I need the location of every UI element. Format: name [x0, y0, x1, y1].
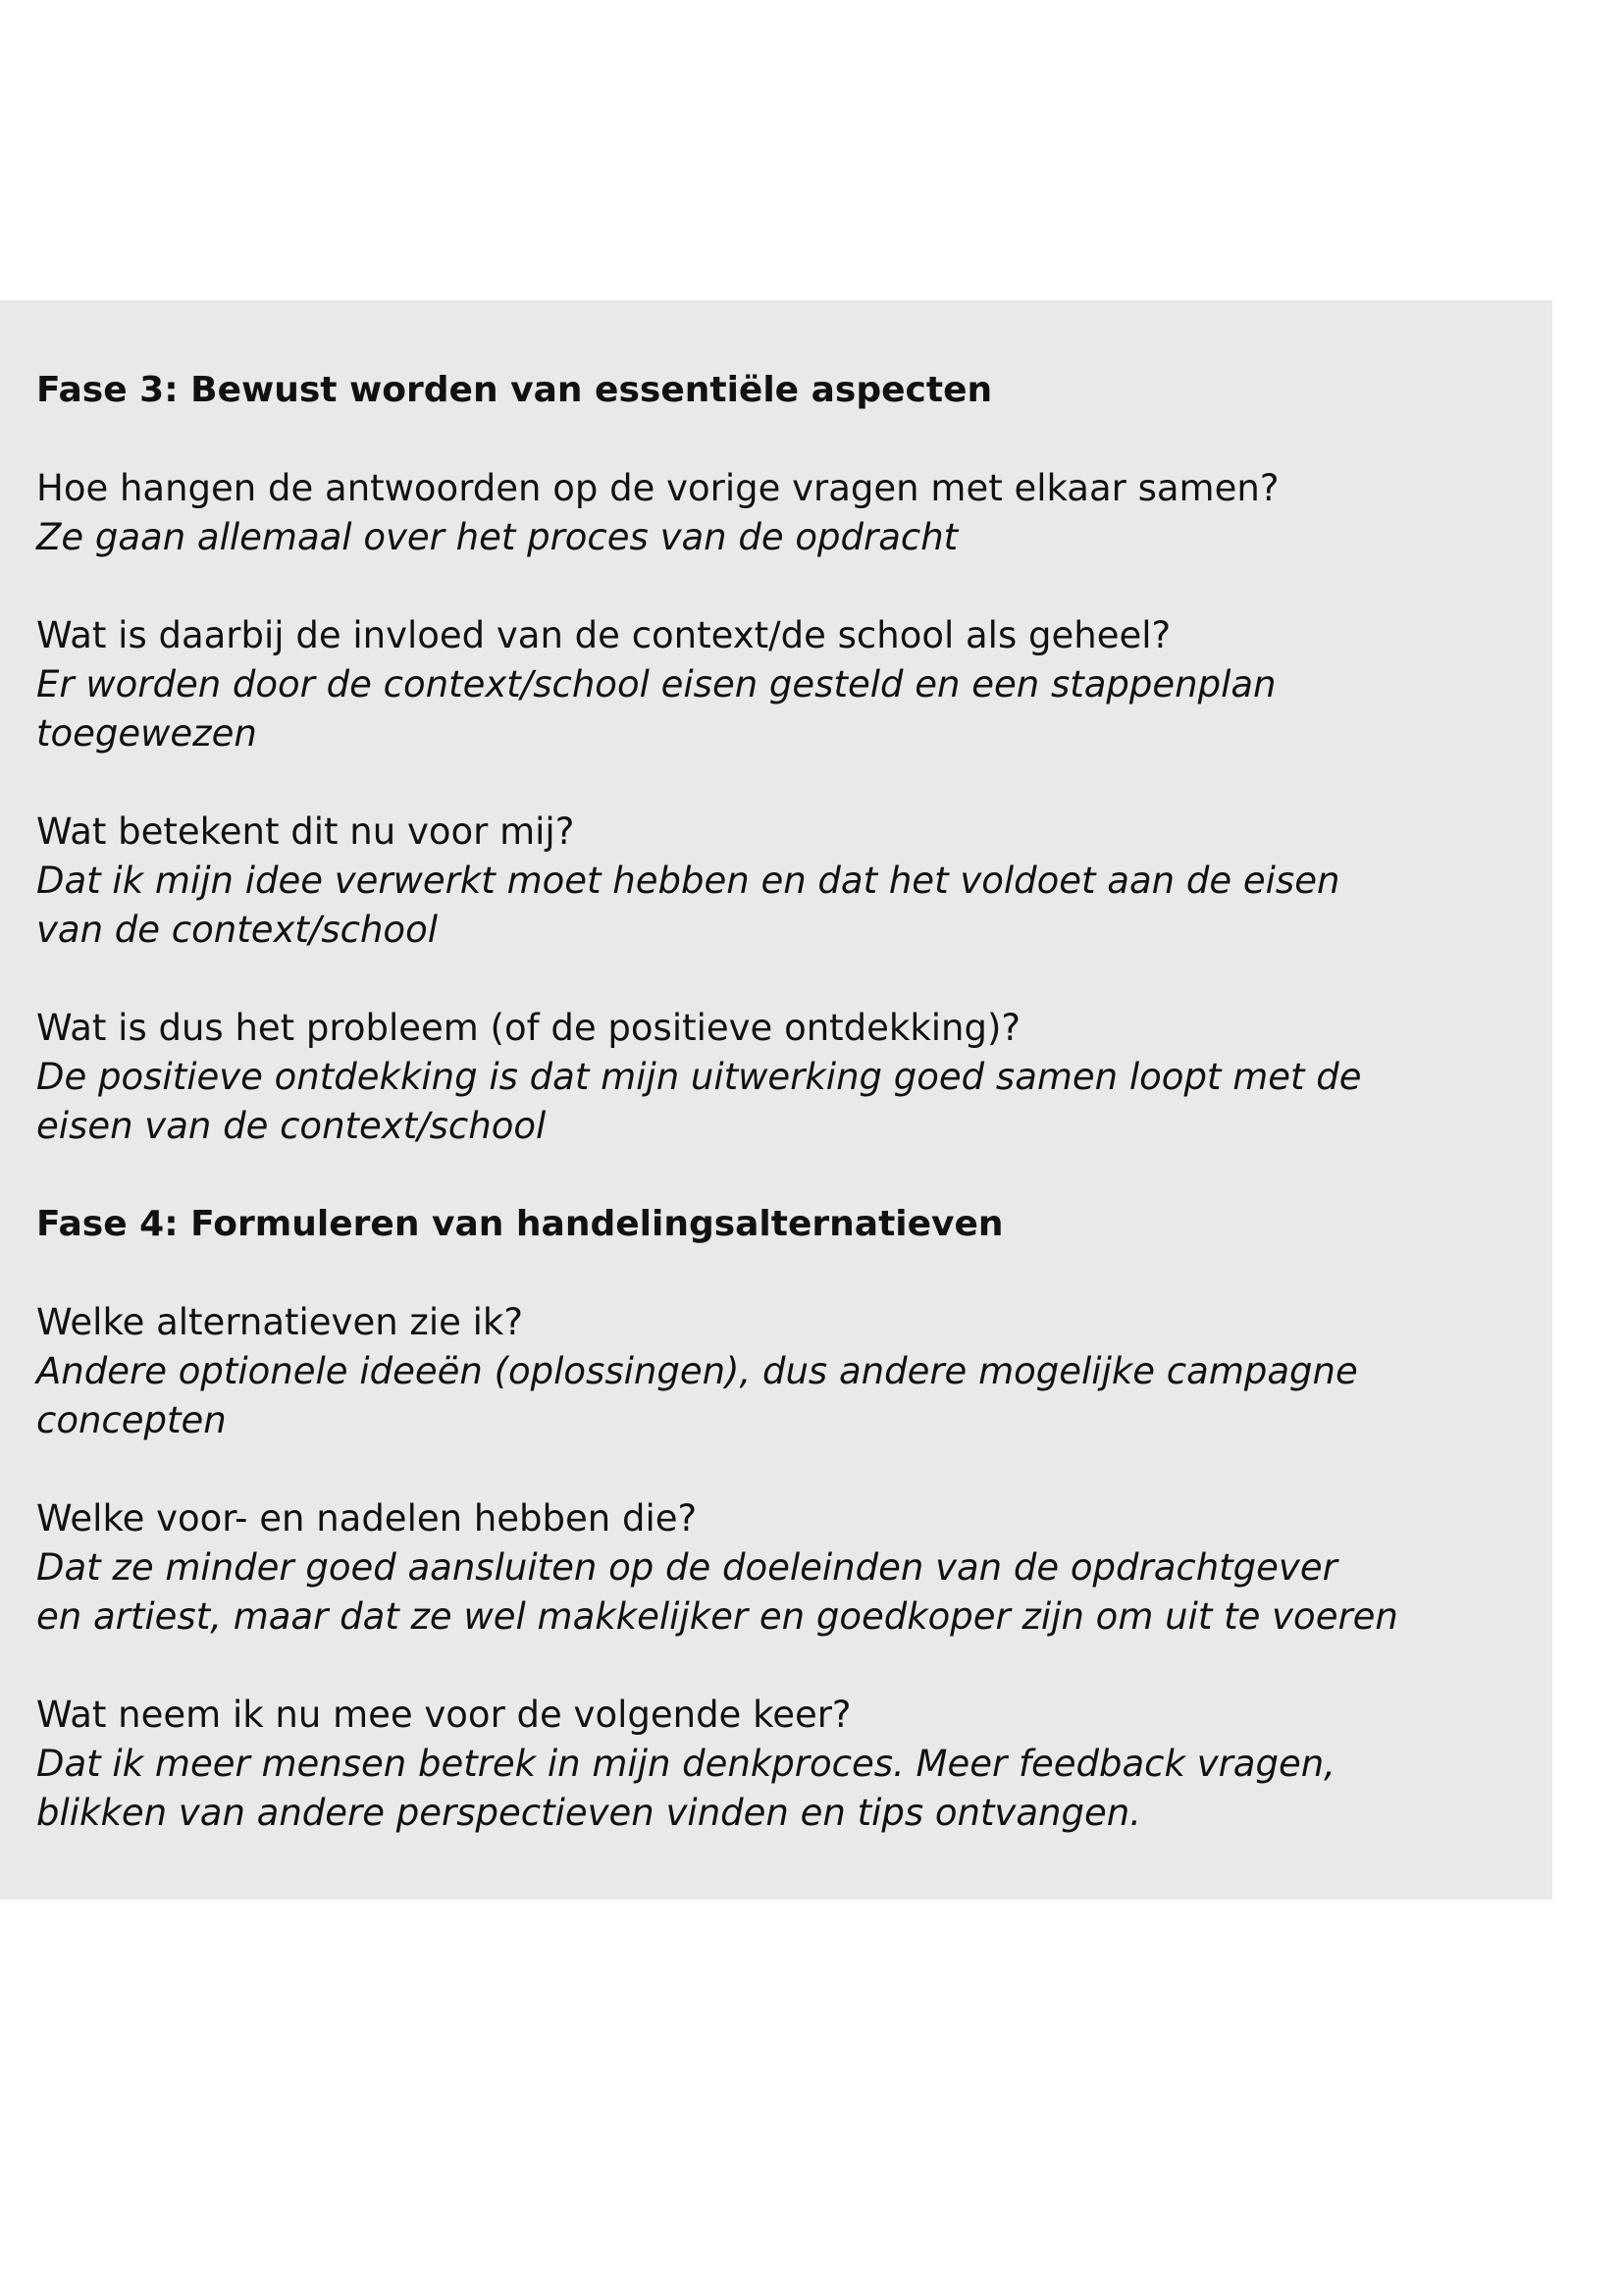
answer-text: concepten: [36, 1399, 227, 1441]
section-fase-3: [36, 366, 1528, 1200]
answer-text: en artiest, maar dat ze wel makkelijker en goedkoper zijn om uit te voeren: [36, 1595, 1398, 1638]
question-text: Wat is daarbij de invloed van de context/de school als geheel?: [36, 614, 1172, 656]
qa-item: [36, 1494, 1528, 1642]
qa-item: [36, 464, 1528, 562]
qa-item: [36, 1004, 1528, 1151]
answer-text: Er worden door de context/school eisen gesteld en een stappenplan: [36, 663, 1277, 705]
question-text: Hoe hangen de antwoorden op de vorige vragen met elkaar samen?: [36, 467, 1280, 509]
reflection-content: [36, 366, 1528, 1838]
question-text: Welke voor- en nadelen hebben die?: [36, 1497, 698, 1539]
answer-text: eisen van de context/school: [36, 1105, 547, 1147]
question-text: Welke alternatieven zie ik?: [36, 1301, 523, 1343]
qa-item: [36, 1298, 1528, 1445]
section-fase-4: [36, 1200, 1528, 1838]
section-heading: Fase 4: Formuleren van handelingsalternatieven: [36, 1204, 1004, 1244]
answer-text: Dat ze minder goed aansluiten op de doeleinden van de opdrachtgever: [36, 1546, 1337, 1589]
section-heading: Fase 3: Bewust worden van essentiële aspecten: [36, 370, 993, 410]
answer-text: Dat ik mijn idee verwerkt moet hebben en dat het voldoet aan de eisen: [36, 860, 1340, 902]
question-text: Wat is dus het probleem (of de positieve ontdekking)?: [36, 1007, 1021, 1049]
qa-item: [36, 1691, 1528, 1838]
question-text: Wat betekent dit nu voor mij?: [36, 810, 575, 853]
answer-text: toegewezen: [36, 712, 257, 755]
answer-text: Dat ik meer mensen betrek in mijn denkproces. Meer feedback vragen,: [36, 1743, 1335, 1785]
qa-item: [36, 611, 1528, 758]
answer-text: De positieve ontdekking is dat mijn uitwerking goed samen loopt met de: [36, 1056, 1362, 1098]
answer-text: Andere optionele ideeën (oplossingen), dus andere mogelijke campagne: [36, 1350, 1358, 1392]
answer-text: blikken van andere perspectieven vinden en tips ontvangen.: [36, 1792, 1141, 1834]
answer-text: van de context/school: [36, 909, 438, 951]
question-text: Wat neem ik nu mee voor de volgende keer?: [36, 1694, 852, 1736]
qa-item: [36, 808, 1528, 955]
answer-text: Ze gaan allemaal over het proces van de opdracht: [36, 516, 959, 558]
